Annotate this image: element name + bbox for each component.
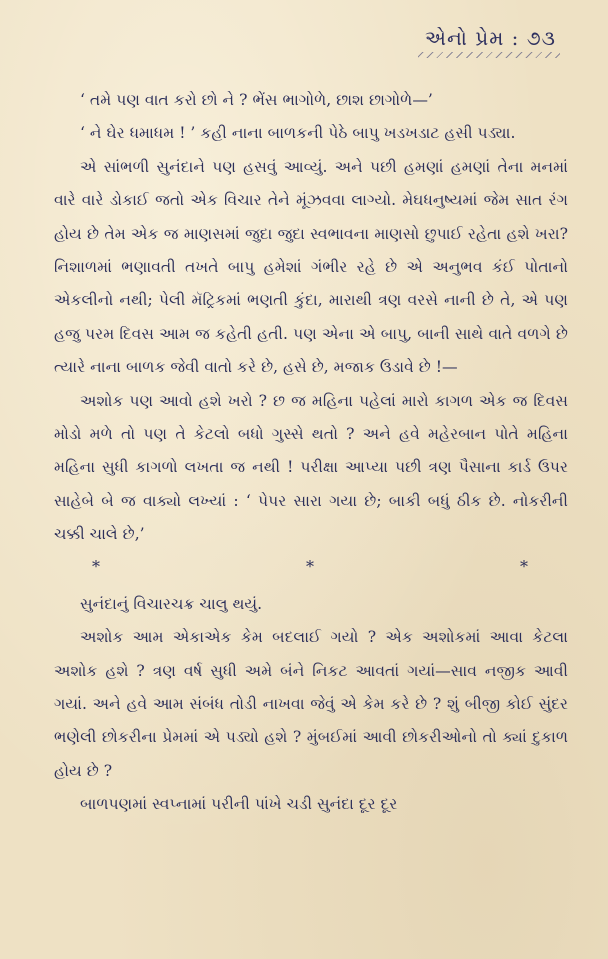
page-body	[54, 84, 568, 822]
separator-star-3: *	[520, 556, 528, 576]
separator-star-1: *	[92, 556, 100, 576]
header-ornament-rule	[418, 52, 560, 58]
paragraph-1: ‘ તમે પણ વાત કરો છો ને ? ભેંસ ભાગોળે, છાશ છાગોળે—’	[80, 91, 433, 109]
running-title: એનો પ્રેમ : ૭૩	[424, 26, 556, 50]
paragraph-3: એ સાંભળી સુનંદાને પણ હસવું આવ્યું. અને પછી હમણાં હમણાં તેના મનમાં વારે વારે ડોકાઈ જતો એક વિચાર તેને મૂંઝવવા લાગ્યો. મેઘધનુષ્યમાં જેમ સાત રંગ હોય છે તેમ એક જ માણસમાં જુદા જુદા સ્વભાવના માણસો છુપાઈ રહેતા હશે ખરા? નિશાળમાં ભણાવતી તખતે બાપુ હમેશાં ગંભીર રહે છે એ અનુભવ કંઈ પોતાનો એકલીનો નથી; પેલી મૅટ્રિકમાં ભણતી કુંદા, મારાથી ત્રણ વરસે નાની છે તે, એ પણ હજુ પરમ દિવસ આમ જ કહેતી હતી. પણ એના એ બાપુ, બાની સાથે વાતે વળગે છે ત્યારે નાના બાળક જેવી વાતો કરે છે, હસે છે, મજાક ઉડાવે છે !—	[54, 157, 568, 377]
section-separator	[54, 552, 568, 588]
paragraph-4: અશોક પણ આવો હશે ખરો ? છ જ મહિના પહેલાં મારો કાગળ એક જ દિવસ મોડો મળે તો પણ તે કેટલો બધો ગુસ્સે થતો ? અને હવે મહેરબાન પોતે મહિના મહિના સુધી કાગળો લખતા જ નથી ! પરીક્ષા આપ્યા પછી ત્રણ પૈસાના કાર્ડ ઉપર સાહેબે બે જ વાક્યો લખ્યાં : ‘ પેપર સારા ગયા છે; બાકી બધું ઠીક છે. નોકરીની ચક્કી ચાલે છે,’	[54, 391, 568, 544]
paragraph-5: સુનંદાનું વિચારચક્ર ચાલુ થયું.	[80, 594, 263, 613]
separator-star-2: *	[306, 556, 314, 576]
running-header	[54, 26, 568, 50]
paragraph-7: બાળપણમાં સ્વપ્નામાં પરીની પાંખે ચડી સુનંદા દૂર દૂર	[80, 795, 398, 814]
paragraph-2: ‘ ને ઘેર ધમાધમ ! ’ કહી નાના બાળકની પેઠે બાપુ ખડખડાટ હસી પડ્યા.	[80, 124, 516, 143]
paragraph-6: અશોક આમ એકાએક કેમ બદલાઈ ગયો ? એક અશોકમાં આવા કેટલા અશોક હશે ? ત્રણ વર્ષ સુધી અમે બંને નિકટ આવતાં ગયાં—સાવ નજીક આવી ગયાં. અને હવે આમ સંબંધ તોડી નાખવા જેવું એ કેમ કરે છે ? શું બીજી કોઈ સુંદર ભણેલી છોકરીના પ્રેમમાં એ પડ્યો હશે ? મુંબઈમાં આવી છોકરીઓનો તો ક્યાં દુકાળ હોય છે ?	[54, 628, 568, 780]
